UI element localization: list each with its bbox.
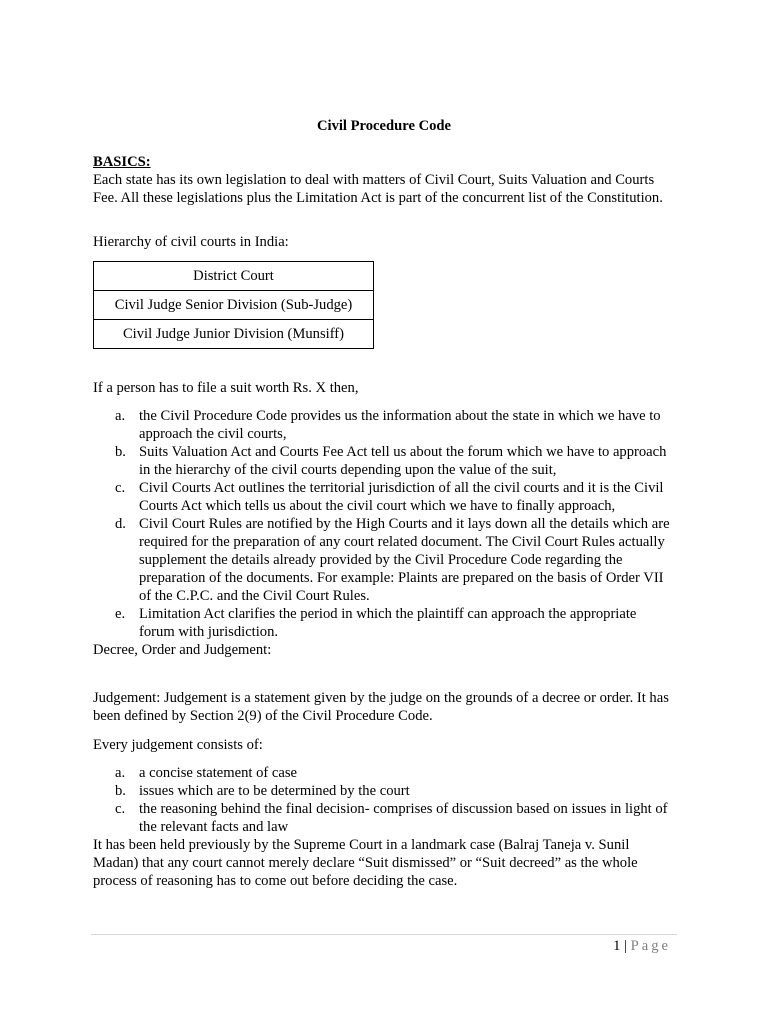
list-marker: e. xyxy=(115,606,126,622)
table-row xyxy=(94,262,374,291)
consists-list xyxy=(93,764,673,836)
list-marker: c. xyxy=(115,801,126,817)
basics-section xyxy=(93,153,673,207)
list-item xyxy=(93,515,673,605)
basics-heading: BASICS: xyxy=(93,154,151,170)
page-number xyxy=(613,937,671,955)
list-item-text: the Civil Procedure Code provides us the information about the state in which we have to approach the civil courts, xyxy=(139,408,661,442)
supreme-court-paragraph: It has been held previously by the Supreme Court in a landmark case (Balraj Taneja v. Sunil Madan) that any court cannot merely declare “Suit dismissed” or “Suit decreed” as the whole process of reasoning has to come out before deciding the case. xyxy=(93,837,638,889)
suit-list-section xyxy=(93,407,673,659)
list-item xyxy=(93,407,673,443)
page-number-value: 1 xyxy=(613,938,621,954)
page-label: Page xyxy=(630,938,671,954)
list-item-text: Civil Court Rules are notified by the High Courts and it lays down all the details which are required for the preparation of any court related document. The Civil Court Rules actually supplement the details already provided by the Civil Procedure Code regarding the preparation of the documents. For example: Plaints are prepared on the basis of Order VII of the C.P.C. and the Civil Court Rules. xyxy=(139,516,670,604)
table-row xyxy=(94,291,374,320)
hierarchy-cell: Civil Judge Junior Division (Munsiff) xyxy=(94,320,374,349)
court-hierarchy-table xyxy=(93,261,374,349)
suit-list xyxy=(93,407,673,641)
basics-paragraph: Each state has its own legislation to deal with matters of Civil Court, Suits Valuation and Courts Fee. All these legislations plus the Limitation Act is part of the concurrent list of the Constitution. xyxy=(93,172,663,206)
list-item xyxy=(93,782,673,800)
page-number-separator: | xyxy=(620,938,631,954)
decree-heading: Decree, Order and Judgement: xyxy=(93,642,272,658)
table-row xyxy=(94,320,374,349)
list-marker: b. xyxy=(115,444,126,460)
list-marker: a. xyxy=(115,408,126,424)
list-marker: d. xyxy=(115,516,126,532)
list-item-text: issues which are to be determined by the court xyxy=(139,783,410,799)
list-marker: a. xyxy=(115,765,126,781)
consists-intro: Every judgement consists of: xyxy=(93,737,263,753)
list-item-text: Suits Valuation Act and Courts Fee Act tell us about the forum which we have to approach in the hierarchy of the civil courts depending upon the value of the suit, xyxy=(139,444,667,478)
footer-divider xyxy=(91,934,677,935)
hierarchy-intro: Hierarchy of civil courts in India: xyxy=(93,234,289,250)
consists-list-section xyxy=(93,764,673,890)
list-item-text: a concise statement of case xyxy=(139,765,298,781)
list-item xyxy=(93,800,673,836)
list-item-text: the reasoning behind the final decision- comprises of discussion based on issues in light of the relevant facts and law xyxy=(139,801,668,835)
hierarchy-cell: Civil Judge Senior Division (Sub-Judge) xyxy=(94,291,374,320)
list-item xyxy=(93,443,673,479)
list-item-text: Limitation Act clarifies the period in which the plaintiff can approach the appropriate forum with jurisdiction. xyxy=(139,606,637,640)
list-item-text: Civil Courts Act outlines the territorial jurisdiction of all the civil courts and it is the Civil Courts Act which tells us about the civil court which we have to finally approach, xyxy=(139,480,664,514)
document-title: Civil Procedure Code xyxy=(316,118,452,134)
list-item xyxy=(93,605,673,641)
suit-intro: If a person has to file a suit worth Rs. X then, xyxy=(93,380,359,396)
hierarchy-cell: District Court xyxy=(94,262,374,291)
list-marker: b. xyxy=(115,783,126,799)
judgement-paragraph: Judgement: Judgement is a statement given by the judge on the grounds of a decree or order. It has been defined by Section 2(9) of the Civil Procedure Code. xyxy=(93,690,669,724)
list-item xyxy=(93,764,673,782)
list-item xyxy=(93,479,673,515)
list-marker: c. xyxy=(115,480,126,496)
